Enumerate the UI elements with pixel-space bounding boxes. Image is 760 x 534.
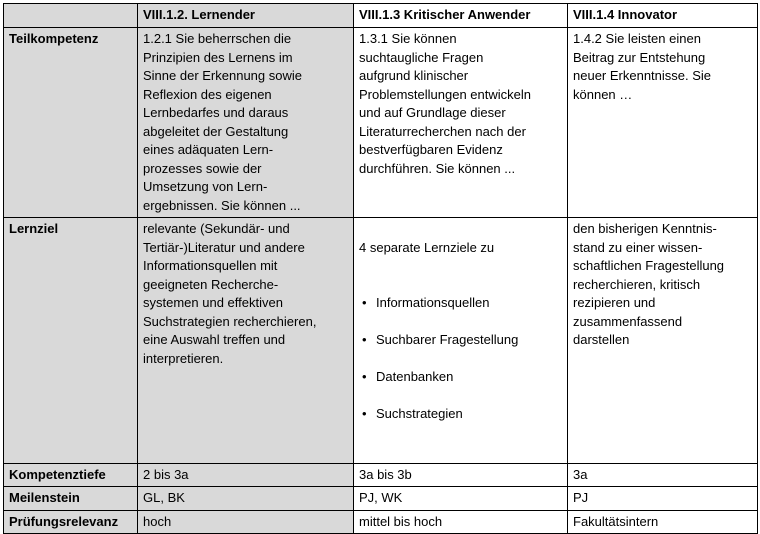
lernziel-innovator: den bisherigen Kenntnis- stand zu einer wissen- schaftlichen Fragestellung recherchieren, kritisch rezipieren und zusammenfassend darstellen	[568, 218, 758, 464]
lernziel-kritischer-anwender	[354, 218, 568, 464]
row-label-teilkompetenz: Teilkompetenz	[4, 28, 138, 218]
meilenstein-kritischer-anwender: PJ, WK	[354, 487, 568, 511]
table-row-teilkompetenz	[4, 28, 758, 218]
list-item: • Datenbanken	[376, 368, 562, 387]
teilkompetenz-lernender: 1.2.1 Sie beherrschen die Prinzipien des Lernens im Sinne der Erkennung sowie Reflexion des eigenen Lernbedarfes und daraus abgeleitet der Gestaltung eines adäquaten Lern- prozesses sowie der Umsetzung von Lern- ergebnissen. Sie können ...	[138, 28, 354, 218]
row-label-kompetenztiefe: Kompetenztiefe	[4, 463, 138, 487]
teilkompetenz-innovator: 1.4.2 Sie leisten einen Beitrag zur Entstehung neuer Erkenntnisse. Sie können …	[568, 28, 758, 218]
kompetenztiefe-innovator: 3a	[568, 463, 758, 487]
table-row-kompetenztiefe	[4, 463, 758, 487]
pruefungsrelevanz-kritischer-anwender: mittel bis hoch	[354, 510, 568, 534]
row-label-meilenstein: Meilenstein	[4, 487, 138, 511]
row-label-lernziel: Lernziel	[4, 218, 138, 464]
meilenstein-innovator: PJ	[568, 487, 758, 511]
meilenstein-lernender: GL, BK	[138, 487, 354, 511]
list-item: • Informationsquellen	[376, 294, 562, 313]
header-innovator: VIII.1.4 Innovator	[568, 4, 758, 28]
header-kritischer-anwender: VIII.1.3 Kritischer Anwender	[354, 4, 568, 28]
kompetenztiefe-lernender: 2 bis 3a	[138, 463, 354, 487]
row-label-pruefungsrelevanz: Prüfungsrelevanz	[4, 510, 138, 534]
header-lernender: VIII.1.2. Lernender	[138, 4, 354, 28]
kompetenztiefe-kritischer-anwender: 3a bis 3b	[354, 463, 568, 487]
header-row	[4, 4, 758, 28]
list-item: • Suchbarer Fragestellung	[376, 331, 562, 350]
list-item: • Suchstrategien	[376, 405, 562, 424]
table-row-lernziel	[4, 218, 758, 464]
teilkompetenz-kritischer-anwender: 1.3.1 Sie können suchtaugliche Fragen aufgrund klinischer Problemstellungen entwickeln und auf Grundlage dieser Literaturrecherchen nach der bestverfügbaren Evidenz durchführen. Sie können ...	[354, 28, 568, 218]
lernziel-intro: 4 separate Lernziele zu	[359, 239, 495, 255]
lernziel-lernender: relevante (Sekundär- und Tertiär-)Literatur und andere Informationsquellen mit geeigneten Recherche- systemen und effektiven Suchstrategien recherchieren, eine Auswahl treffen und interpretieren.	[138, 218, 354, 464]
header-corner-cell	[4, 4, 138, 28]
pruefungsrelevanz-lernender: hoch	[138, 510, 354, 534]
competency-table	[3, 3, 758, 534]
table-row-meilenstein	[4, 487, 758, 511]
pruefungsrelevanz-innovator: Fakultätsintern	[568, 510, 758, 534]
table-row-pruefungsrelevanz	[4, 510, 758, 534]
lernziel-bullet-list	[359, 276, 562, 443]
